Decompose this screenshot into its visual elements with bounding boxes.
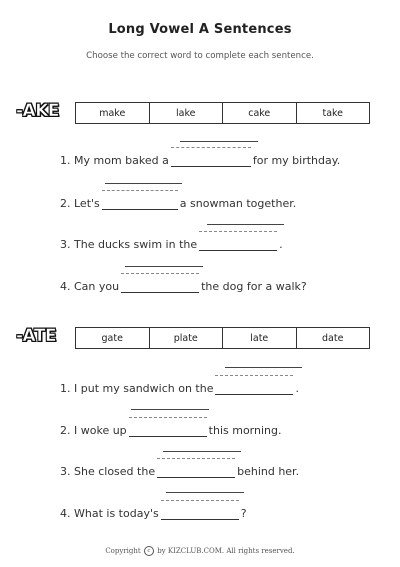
sentence-text: My mom baked a: [74, 154, 169, 167]
sentence-text: this morning.: [208, 424, 282, 437]
copyright-owner: by KIZCLUB.COM. All rights reserved.: [157, 547, 295, 555]
word-bank-item: lake: [150, 103, 224, 123]
section-label-ake: -AKE: [16, 101, 59, 121]
sentence-text: .: [279, 238, 283, 251]
sentence-ate-2: [60, 424, 282, 437]
word-bank-ate: [75, 327, 370, 349]
sentence-number: 4.: [60, 507, 71, 520]
sentence-text: The ducks swim in the: [74, 238, 198, 251]
sentence-ake-2: [60, 197, 296, 210]
sentence-number: 4.: [60, 280, 71, 293]
sentence-ake-1: [60, 154, 340, 167]
answer-guide-line: [180, 141, 258, 142]
copyright-footer: [0, 546, 400, 556]
answer-guide-line: [163, 451, 241, 452]
sentence-text: .: [295, 382, 299, 395]
instructions: Choose the correct word to complete each sentence.: [86, 51, 314, 61]
sentence-text: behind her.: [237, 465, 300, 478]
sentence-number: 3.: [60, 238, 71, 251]
answer-blank[interactable]: [215, 382, 293, 395]
sentence-text: a snowman together.: [179, 197, 297, 210]
sentence-text: Can you: [74, 280, 120, 293]
answer-blank[interactable]: [121, 280, 199, 293]
word-bank-item: plate: [150, 328, 224, 348]
word-bank-item: date: [322, 332, 344, 344]
sentence-number: 1.: [60, 382, 71, 395]
sentence-text: What is today's: [74, 507, 159, 520]
word-bank-ake: [75, 102, 370, 124]
sentence-number: 2.: [60, 197, 71, 210]
sentence-number: 3.: [60, 465, 71, 478]
sentence-ake-3: [60, 238, 283, 251]
sentence-text: I woke up: [74, 424, 127, 437]
sentence-ate-3: [60, 465, 299, 478]
word-bank-item: make: [76, 103, 150, 123]
sentence-text: ?: [240, 507, 247, 520]
answer-guide-line: [105, 183, 182, 184]
answer-blank[interactable]: [199, 238, 277, 251]
answer-blank[interactable]: [102, 197, 178, 210]
sentence-text: She closed the: [74, 465, 156, 478]
copyright-text: Copyright: [105, 547, 141, 555]
answer-blank[interactable]: [157, 465, 235, 478]
answer-guide-line: [166, 492, 244, 493]
word-bank-item: gate: [76, 328, 150, 348]
word-bank-item: late: [223, 328, 297, 348]
sentence-text: the dog for a walk?: [201, 280, 307, 293]
sentence-ake-4: [60, 280, 307, 293]
answer-guide-line: [131, 409, 209, 410]
sentence-text: for my birthday.: [252, 154, 341, 167]
sentence-text: Let's: [74, 197, 100, 210]
word-bank-item: take: [322, 107, 344, 119]
answer-blank[interactable]: [171, 154, 251, 167]
answer-blank[interactable]: [129, 424, 207, 437]
section-label-ate: -ATE: [16, 326, 57, 346]
answer-guide-line: [225, 367, 302, 368]
word-bank-item: cake: [223, 103, 297, 123]
answer-guide-line: [125, 266, 203, 267]
answer-guide-line: [207, 224, 284, 225]
copyright-icon: c: [144, 546, 154, 556]
sentence-ate-1: [60, 382, 299, 395]
sentence-text: I put my sandwich on the: [74, 382, 214, 395]
sentence-number: 1.: [60, 154, 71, 167]
answer-blank[interactable]: [161, 507, 239, 520]
page-title: Long Vowel A Sentences: [108, 22, 292, 37]
sentence-ate-4: [60, 507, 247, 520]
sentence-number: 2.: [60, 424, 71, 437]
